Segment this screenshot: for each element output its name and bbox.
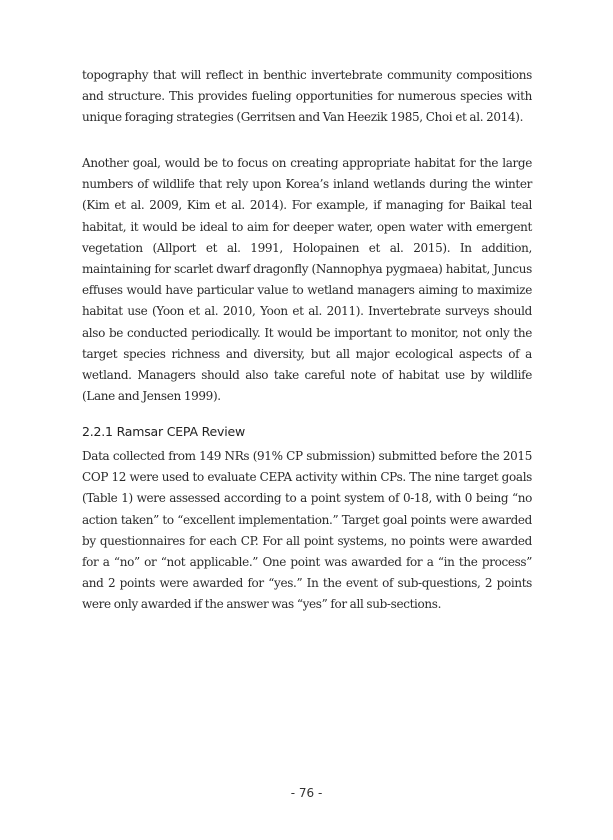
paragraph-cepa-review: Data collected from 149 NRs (91% CP submission) submitted before the 2015 COP 12 were used to evaluate CEPA activity within CPs. The nine target goals (Table 1) were assessed according to a point system of 0-18, with 0 being “no action taken” to “excellent implementation.” Target goal points were awarded by questionnaires for each CP. For all point systems, no points were awarded for a “no” or “not applicable.” One point was awarded for a “in the process” and 2 points were awarded for “yes.” In the event of sub-questions, 2 points were only awarded if the answer was “yes” for all sub-sections.: [82, 449, 532, 612]
page-number: - 76 -: [290, 786, 323, 800]
section-heading: 2.2.1 Ramsar CEPA Review: [82, 424, 245, 439]
paragraph-topography: topography that will reflect in benthic invertebrate community compositions and structure. This provides fueling opportunities for numerous species with unique foraging strategies (Gerritsen and Van Heezik 1985, Choi et al. 2014).: [82, 68, 532, 125]
paragraph-habitat-goal: Another goal, would be to focus on creating appropriate habitat for the large numbers of wildlife that rely upon Korea’s inland wetlands during the winter (Kim et al. 2009, Kim et al. 2014). For example, if managing for Baikal teal habitat, it would be ideal to aim for deeper water, open water with emergent vegetation (Allport et al. 1991, Holopainen et al. 2015). In addition, maintaining for scarlet dwarf dragonfly (Nannophya pygmaea) habitat, Juncus effuses would have particular value to wetland managers aiming to maximize habitat use (Yoon et al. 2010, Yoon et al. 2011). Invertebrate surveys should also be conducted periodically. It would be important to monitor, not only the target species richness and diversity, but all major ecological aspects of a wetland. Managers should also take careful note of habitat use by wildlife (Lane and Jensen 1999).: [82, 156, 532, 404]
